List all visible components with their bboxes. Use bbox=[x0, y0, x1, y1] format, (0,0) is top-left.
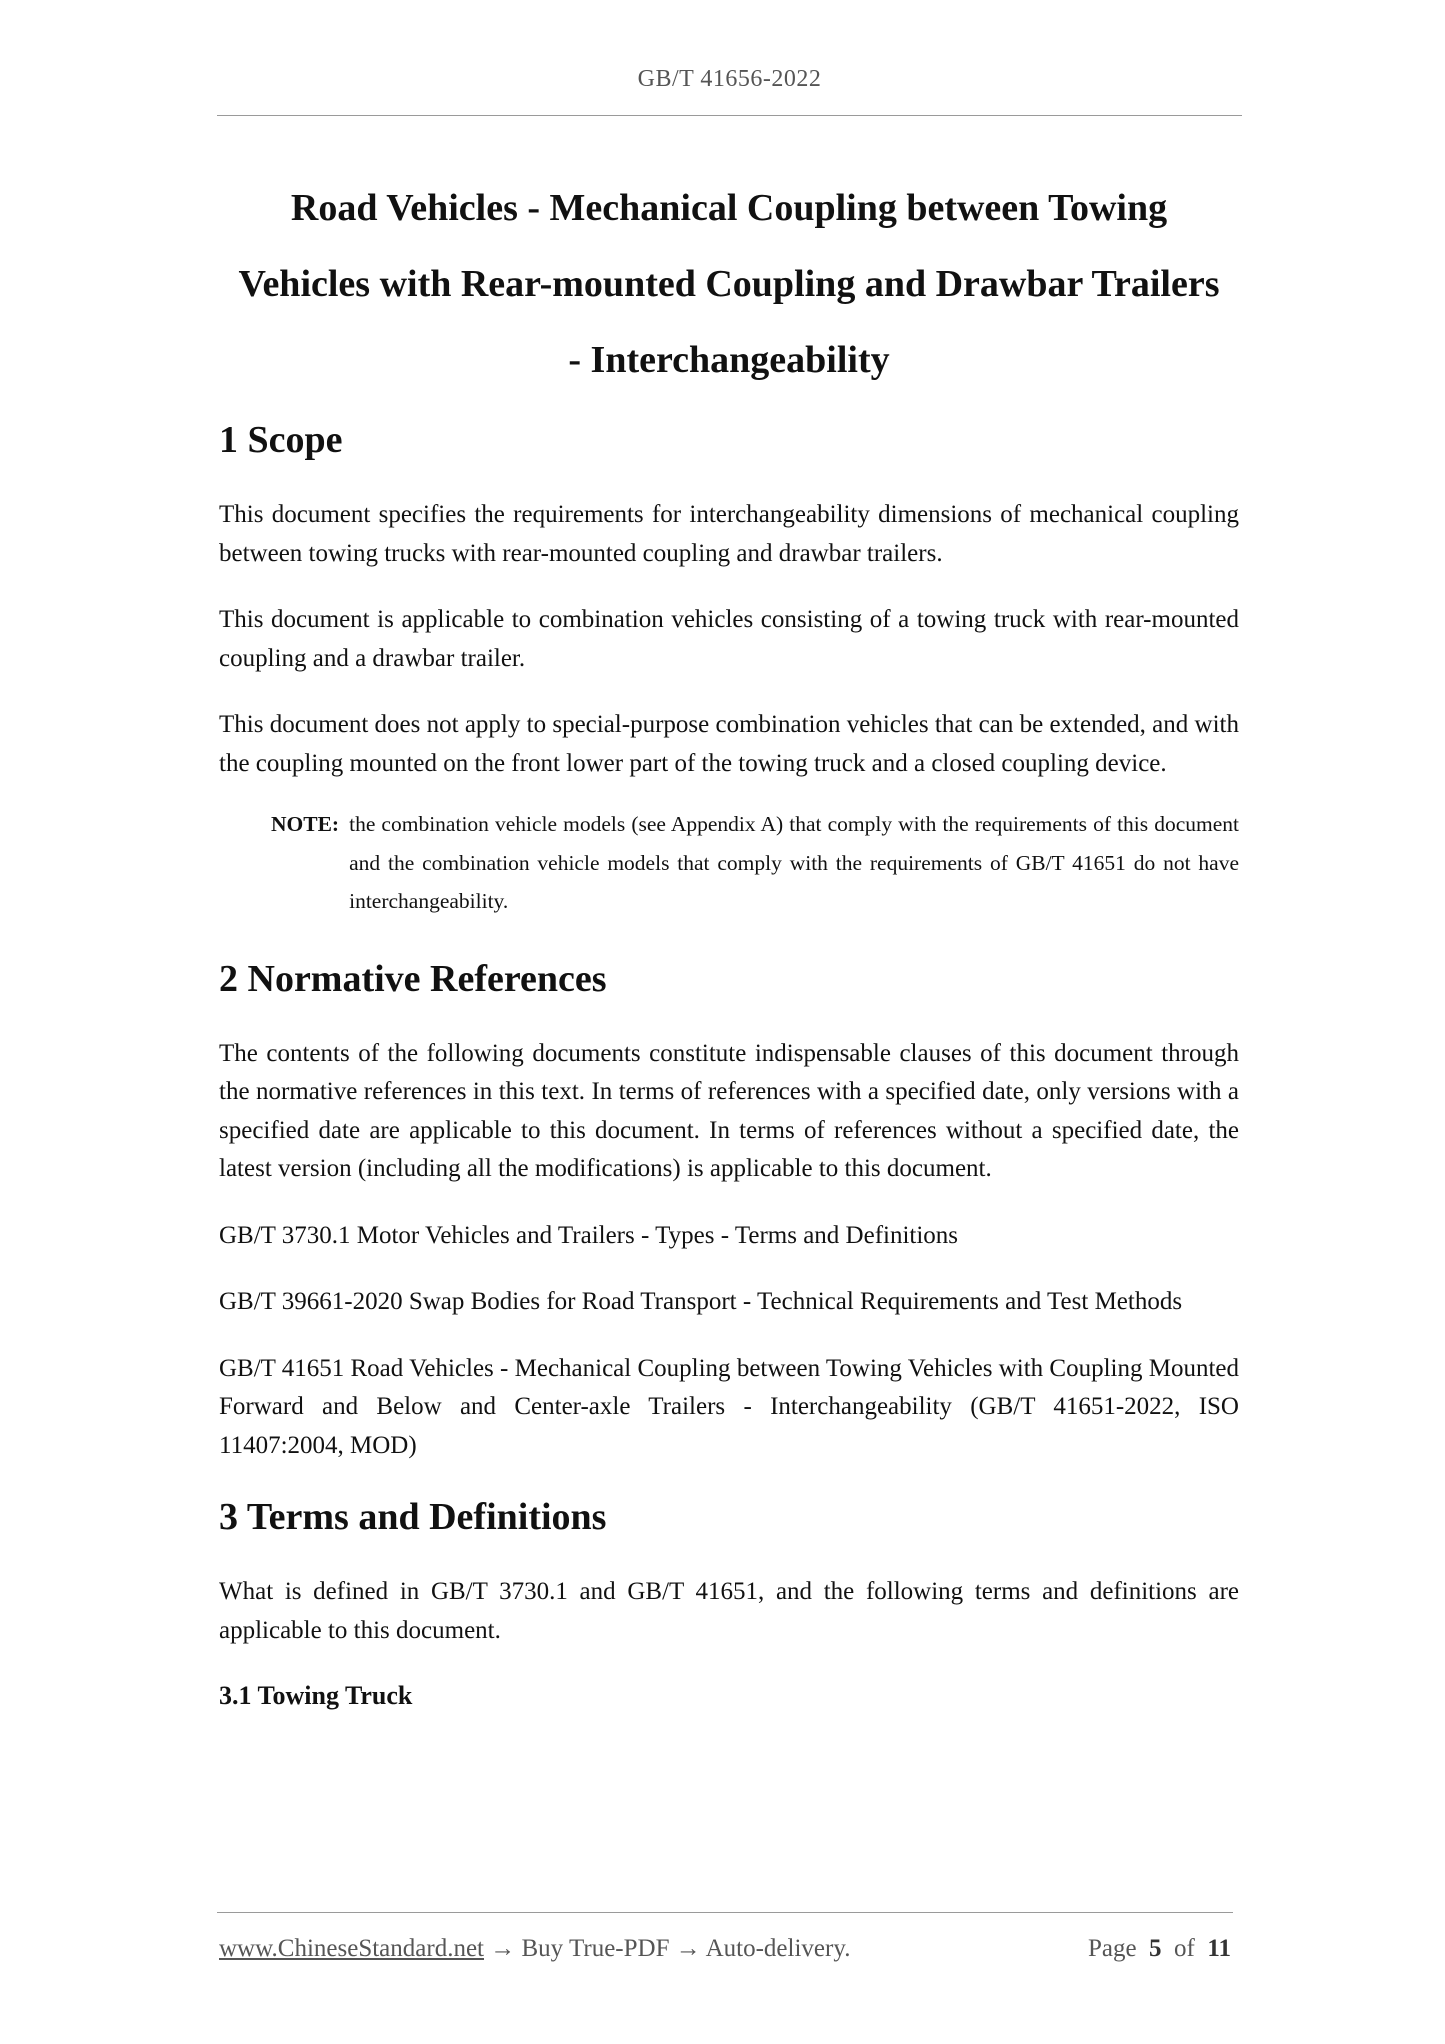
scope-note bbox=[271, 805, 1239, 921]
footer-promo bbox=[219, 1935, 850, 1963]
section-1-heading: 1 Scope bbox=[219, 419, 343, 461]
title-line-1: Road Vehicles - Mechanical Coupling between Towing bbox=[290, 187, 1168, 229]
total-pages: 11 bbox=[1207, 1935, 1231, 1962]
site-link[interactable]: www.ChineseStandard.net bbox=[219, 1935, 484, 1962]
of-word: of bbox=[1174, 1935, 1195, 1962]
footer-divider bbox=[217, 1912, 1233, 1913]
note-label: NOTE: bbox=[271, 812, 340, 836]
references-intro: The contents of the following documents constitute indispensable clauses of this document through the normative references in this text. In terms of references with a specified date, only versions with a specified date are applicable to this document. In terms of references without a specified date, the latest version (including all the modifications) is applicable to this document. bbox=[219, 1039, 1239, 1182]
reference-item: GB/T 41651 Road Vehicles - Mechanical Coupling between Towing Vehicles with Coupling Mounted Forward and Below and Center-axle Trailers - Interchangeability (GB/T 41651-2022, ISO 11407:2004, MOD) bbox=[219, 1354, 1239, 1459]
subsection-3-1-heading: 3.1 Towing Truck bbox=[219, 1681, 413, 1710]
reference-item: GB/T 3730.1 Motor Vehicles and Trailers - Types - Terms and Definitions bbox=[219, 1221, 959, 1249]
section-3-heading: 3 Terms and Definitions bbox=[219, 1496, 607, 1538]
section-2-heading: 2 Normative References bbox=[219, 957, 607, 1000]
page-content bbox=[219, 170, 1239, 1714]
terms-intro: What is defined in GB/T 3730.1 and GB/T 41651, and the following terms and definitions are applicable to this document. bbox=[219, 1578, 1239, 1644]
footer-promo-text: → Buy True-PDF → Auto-delivery. bbox=[484, 1935, 851, 1962]
page-header: GB/T 41656-2022 bbox=[637, 66, 822, 92]
current-page: 5 bbox=[1149, 1935, 1162, 1962]
page-word: Page bbox=[1087, 1935, 1137, 1962]
title-line-3: - Interchangeability bbox=[568, 339, 890, 381]
header-divider bbox=[217, 115, 1242, 116]
page-number bbox=[1088, 1935, 1231, 1963]
scope-paragraph-3: This document does not apply to special-purpose combination vehicles that can be extended, and with the coupling mounted on the front lower part of the towing truck and a closed coupling device. bbox=[219, 711, 1239, 777]
scope-paragraph-2: This document is applicable to combination vehicles consisting of a towing truck with rear-mounted coupling and a drawbar trailer. bbox=[219, 606, 1239, 672]
note-text: the combination vehicle models (see Appendix A) that comply with the requirements of this document and the combination vehicle models that comply with the requirements of GB/T 41651 do not have interchangeability. bbox=[349, 812, 1239, 913]
reference-item: GB/T 39661-2020 Swap Bodies for Road Transport - Technical Requirements and Test Methods bbox=[219, 1288, 1183, 1315]
title-line-2: Vehicles with Rear-mounted Coupling and Drawbar Trailers bbox=[238, 263, 1220, 305]
page-footer bbox=[219, 1935, 1231, 1963]
scope-paragraph-1: This document specifies the requirements for interchangeability dimensions of mechanical coupling between towing trucks with rear-mounted coupling and drawbar trailers. bbox=[219, 501, 1239, 567]
document-title bbox=[219, 170, 1239, 398]
